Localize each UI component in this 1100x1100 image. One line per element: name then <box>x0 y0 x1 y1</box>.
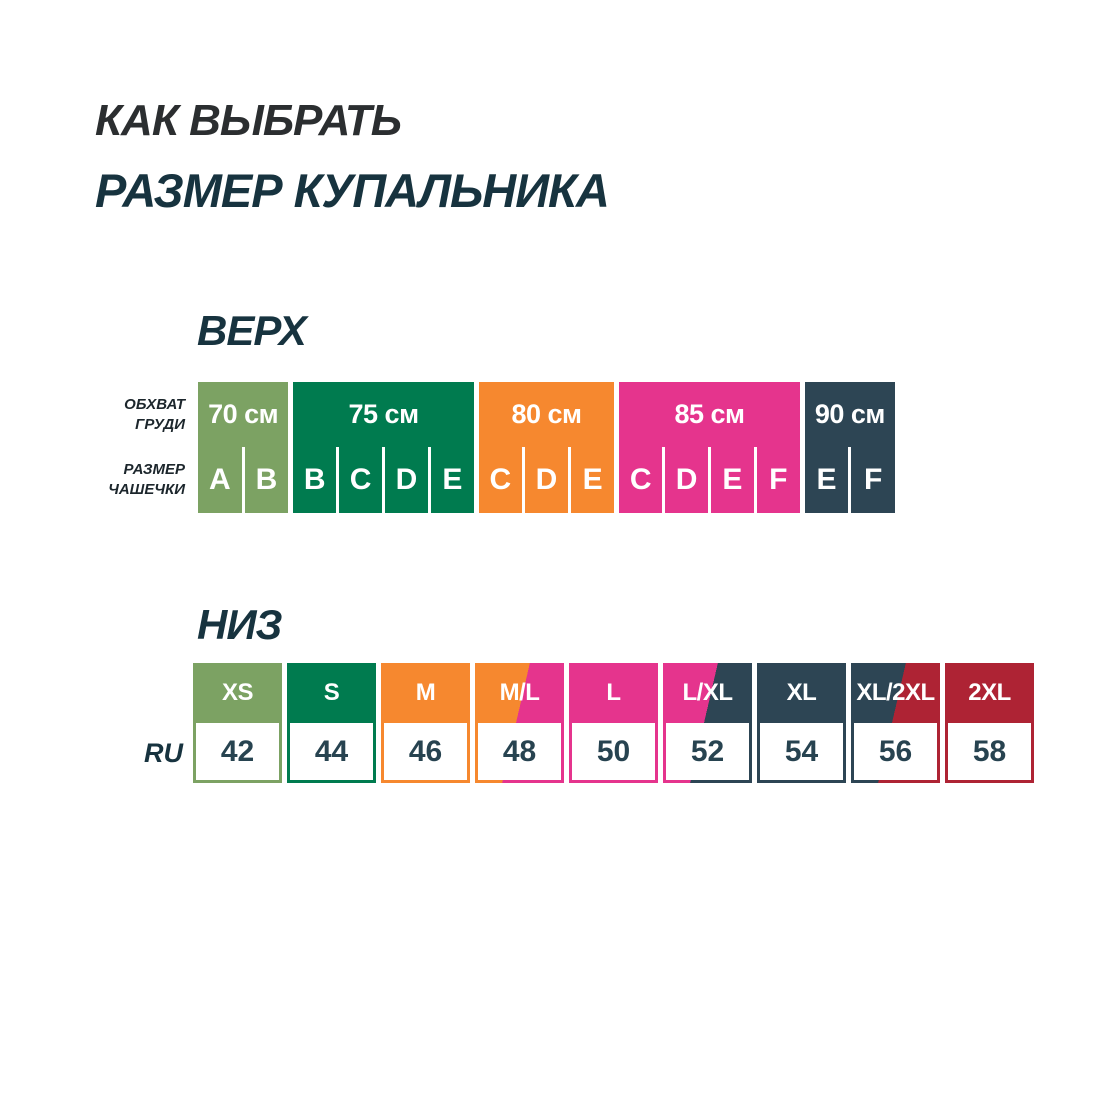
size-cell <box>569 663 658 783</box>
ru-row-label: RU <box>144 737 183 768</box>
size-cell <box>757 663 846 783</box>
size-label: XL/2XL <box>856 679 935 706</box>
ru-value: 58 <box>948 723 1031 780</box>
cup-row <box>293 447 474 513</box>
top-size-chart <box>198 382 895 513</box>
cup-cell: F <box>754 447 800 513</box>
chest-value: 85 см <box>674 399 745 429</box>
size-label: M/L <box>499 679 540 706</box>
cup-cell: C <box>336 447 382 513</box>
size-label: L/XL <box>682 679 733 706</box>
cup-row <box>805 447 895 513</box>
chest-group <box>619 382 800 513</box>
cup-cell: D <box>522 447 568 513</box>
size-cell <box>851 663 940 783</box>
bottom-size-chart <box>193 663 1034 783</box>
size-label: XS <box>221 679 253 706</box>
page-title-line1: КАК ВЫБРАТЬ <box>95 96 401 145</box>
chest-group <box>293 382 474 513</box>
chest-group <box>805 382 895 513</box>
chest-value: 80 см <box>511 399 582 429</box>
page-title <box>95 98 609 216</box>
top-section-heading: ВЕРХ <box>197 307 306 354</box>
size-cell <box>663 663 752 783</box>
page-title-line2: РАЗМЕР КУПАЛЬНИКА <box>95 164 609 218</box>
size-cell <box>475 663 564 783</box>
ru-value: 42 <box>196 723 279 780</box>
ru-value: 44 <box>290 723 373 780</box>
chest-value: 75 см <box>348 399 419 429</box>
size-cell <box>381 663 470 783</box>
cup-cell: F <box>848 447 895 513</box>
chest-group <box>479 382 614 513</box>
chest-value: 70 см <box>208 399 279 429</box>
ru-value: 48 <box>478 723 561 780</box>
cup-cell: C <box>489 463 512 496</box>
bottom-section-heading: НИЗ <box>197 601 282 648</box>
cup-cell: E <box>568 447 614 513</box>
size-cell <box>945 663 1034 783</box>
size-label: M <box>415 679 436 706</box>
cup-cell: E <box>708 447 754 513</box>
ru-value: 46 <box>384 723 467 780</box>
cup-cell: E <box>428 447 474 513</box>
size-label: XL <box>786 679 817 706</box>
cup-cell: C <box>629 463 652 496</box>
cup-cell: D <box>662 447 708 513</box>
chest-group <box>198 382 288 513</box>
size-cell <box>193 663 282 783</box>
cup-cell: E <box>816 463 837 496</box>
ru-value: 54 <box>760 723 843 780</box>
size-label: 2XL <box>968 679 1011 706</box>
cup-cell: A <box>208 463 231 496</box>
cup-row <box>479 447 614 513</box>
size-cell <box>287 663 376 783</box>
chest-value: 90 см <box>814 399 885 429</box>
ru-value: 56 <box>854 723 937 780</box>
size-label: L <box>606 679 621 706</box>
ru-value: 50 <box>572 723 655 780</box>
cup-cell: D <box>382 447 428 513</box>
cup-cell: B <box>242 447 289 513</box>
size-label: S <box>323 679 340 706</box>
cup-row <box>198 447 288 513</box>
ru-value: 52 <box>666 723 749 780</box>
chest-circumference-label: ОБХВАТ ГРУДИ <box>124 395 185 433</box>
cup-size-label: РАЗМЕР ЧАШЕЧКИ <box>108 461 185 498</box>
cup-row <box>619 447 800 513</box>
cup-cell: B <box>303 463 326 496</box>
